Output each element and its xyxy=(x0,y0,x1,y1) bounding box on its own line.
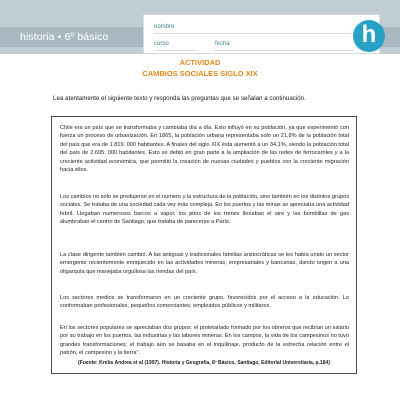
instruction-text: Lea atentamente el siguiente texto y responda las preguntas que se señalan a continuación. xyxy=(53,95,306,102)
source-citation: (Fuente: Krebs Andrea et al (1997). Historia y Geografía, 8º Básico, Santiago, Editorial Universitaria, p.184) xyxy=(78,360,330,366)
name-label: nombre xyxy=(154,24,175,30)
date-label: fecha xyxy=(215,41,230,47)
course-line[interactable] xyxy=(154,50,198,51)
activity-title: ACTIVIDAD xyxy=(179,58,221,67)
paragraph-2: Los cambios no sólo se produjeron en el número y la estructura de la población, sino también en los distintos grupos sociales. Se trataba de una sociedad cada vez más compleja. En los puertos y las minas se apreciaba una actividad febril. Llegaban numerosos barcos a vapor, los pitos de los trenes llenaban el aire y las bombillas de gas alumbraban el centro de Santiago, que trataba de parecerse a París. xyxy=(60,194,349,226)
date-line[interactable] xyxy=(214,50,354,51)
subject-label: historia • 6º básico xyxy=(20,31,109,43)
student-info-card xyxy=(143,14,380,54)
reading-text-box xyxy=(51,116,357,374)
logo-icon: h xyxy=(353,20,385,52)
course-label: curso xyxy=(154,41,169,47)
paragraph-5: En los sectores populares se apreciaban dos grupos: el proletariado formado por los obreros que recibían un salario por su trabajo en los puertos, las industrias y las labores mineras. En los campos, la vida de los campesinos no tuvo grandes transformaciones; el trabajo aún se basaba en el inquilinaje, producto de la estrecha relación entre el patrón, el campesino y la tierra". xyxy=(60,325,349,357)
activity-subtitle: CAMBIOS SOCIALES SIGLO XIX xyxy=(142,69,258,78)
paragraph-4: Los sectores medios se transformaron en un creciente grupo, favorecidos por el acceso a la educación. Lo conformaban profesionales, pequeños comerciantes, empleados públicos y militares. xyxy=(60,295,349,310)
name-line[interactable] xyxy=(154,33,354,34)
page-header xyxy=(0,0,400,54)
paragraph-3: La clase dirigente también cambió. A las antiguas y tradicionales familias aristocráticas se les había unido un sector emergente recientemente enriquecido en las actividades mineras, empresariales y bancarias, dando origen a una oligarquía que manejaba orgullosa las riendas del país. xyxy=(60,252,349,275)
paragraph-1: Chile era un país que se transformaba y cambiaba día a día. Esto influyó en su población, ya que experimentó con fuerza un proceso de urbanización. En 1865, la población urbana representaba solo un 21,8% de la población total del país que era de 1.819. 000 habitantes. A finales del siglo XIX ésta aumentó a un 34,1%, siendo la población total del país de 2.695. 000 habitantes. Esto se debió en gran parte a la ampliación de las redes de ferrocarriles y a la creciente actividad económica, que permitió la creación de nuevas ciudades y pueblos con la creciente migración hacia ellos. xyxy=(60,125,349,173)
